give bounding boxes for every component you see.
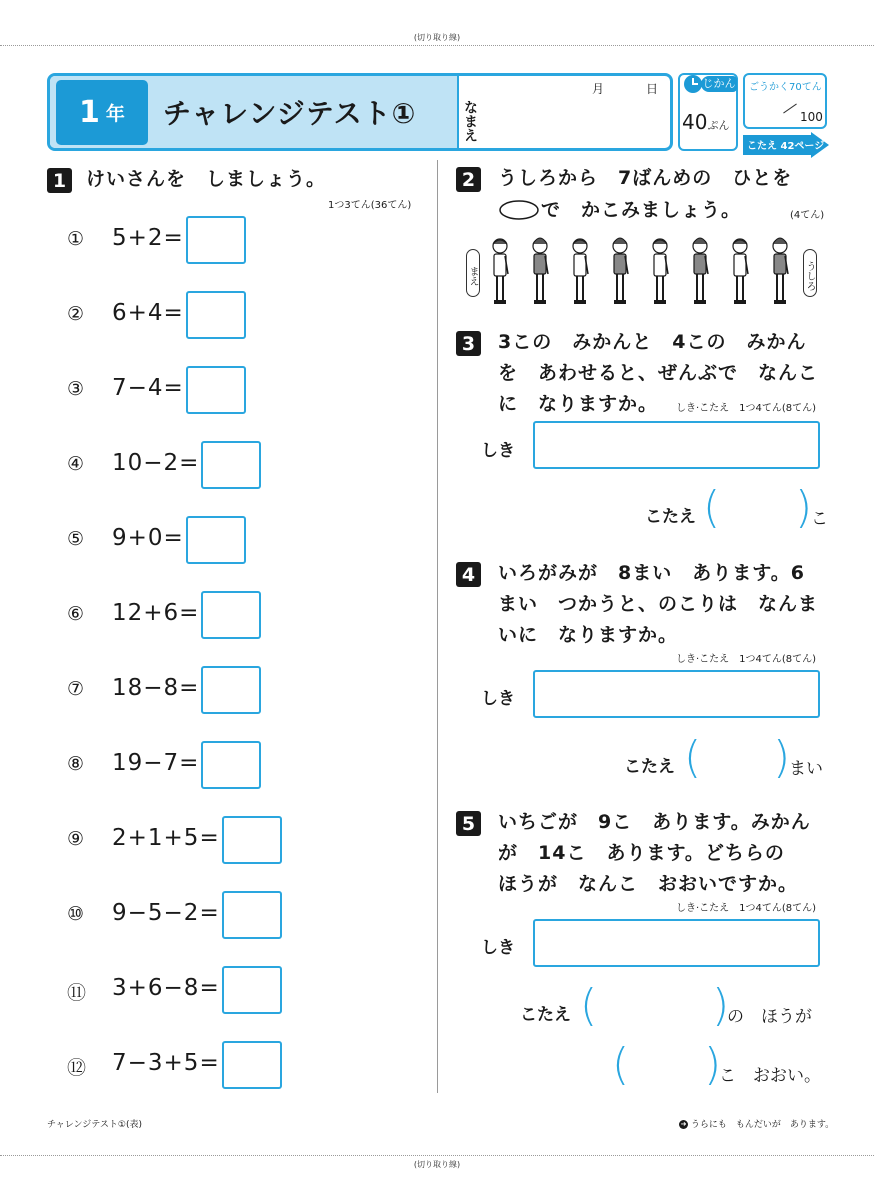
q1-problem-number: ⑫ <box>67 1057 87 1079</box>
child-figure[interactable] <box>733 239 748 304</box>
q1-problem-number: ② <box>67 303 85 325</box>
score-field[interactable] <box>746 96 780 124</box>
q3-shiki-box[interactable] <box>533 421 820 469</box>
q1-answer-box[interactable] <box>222 816 282 864</box>
q1-problem-number: ③ <box>67 378 85 400</box>
q4-badge: 4 <box>456 562 481 587</box>
q4-shiki-box[interactable] <box>533 670 820 718</box>
q5-kotae-label: こたえ <box>520 1005 571 1025</box>
q3-line2: を あわせると、ぜんぶで なんこ <box>498 362 819 384</box>
child-figure[interactable] <box>773 238 788 304</box>
q1-problem-expression: 19−7= <box>112 750 200 776</box>
q2-line2: で かこみましょう。 <box>541 199 742 221</box>
child-figure[interactable] <box>493 239 508 304</box>
front-label: まえ <box>466 249 480 297</box>
q3-answer-field[interactable] <box>720 488 794 532</box>
q1-problem-number: ⑨ <box>67 828 85 850</box>
q1-problem-expression: 6+4= <box>112 300 184 326</box>
q4-answer-field[interactable] <box>700 738 774 782</box>
q4-kotae-label: こたえ <box>624 757 675 777</box>
q1-answer-box[interactable] <box>201 441 261 489</box>
footer-right-text: うらにも もんだいが あります。 <box>690 1120 835 1130</box>
line-of-children <box>486 234 798 310</box>
time-unit: ぷん <box>707 119 730 132</box>
child-figure[interactable] <box>693 238 708 304</box>
q3-badge: 3 <box>456 331 481 356</box>
month-label: 月 <box>592 82 605 96</box>
footer-arrow-icon: ➜ <box>680 1120 687 1128</box>
q1-answer-box[interactable] <box>186 366 246 414</box>
q4-line3: いに なりますか。 <box>498 624 679 646</box>
q1-points: 1つ3てん(36てん) <box>328 200 412 211</box>
back-label: うしろ <box>803 249 817 297</box>
q3-shiki-label: しき <box>481 441 515 461</box>
q1-badge: 1 <box>47 168 72 193</box>
q5-shiki-label: しき <box>481 938 515 958</box>
clock-icon <box>683 74 703 94</box>
q2-line1: うしろから 7ばんめの ひとを <box>498 167 793 189</box>
q4-close-paren: ) <box>773 732 791 783</box>
q1-problem-number: ⑪ <box>67 982 87 1004</box>
child-figure[interactable] <box>653 239 668 304</box>
q3-points: しき·こたえ 1つ4てん(8てん) <box>676 403 817 414</box>
q1-problem-expression: 10−2= <box>112 450 200 476</box>
q5-badge: 5 <box>456 811 481 836</box>
score-total: 100 <box>800 110 823 124</box>
q1-answer-box[interactable] <box>201 666 261 714</box>
q4-line1: いろがみが 8まい あります。6 <box>498 562 805 584</box>
name-label: なまえ <box>462 100 478 142</box>
cut-line-bottom <box>0 1155 874 1156</box>
q4-open-paren: ( <box>684 732 702 783</box>
q1-problem-number: ① <box>67 228 85 250</box>
q5-unit2: こ おおい。 <box>719 1066 821 1086</box>
pass-label: ごうかく70てん <box>749 82 822 93</box>
q4-unit: まい <box>789 759 823 779</box>
q1-problem-number: ⑩ <box>67 903 85 925</box>
q1-problem-expression: 18−8= <box>112 675 200 701</box>
q5-close-paren-2: ) <box>704 1039 722 1090</box>
q5-line1: いちごが 9こ あります。みかん <box>498 811 811 833</box>
q1-answer-box[interactable] <box>201 741 261 789</box>
q3-line1: 3この みかんと 4この みかん <box>498 331 807 353</box>
answer-reference: こたえ 42ページ <box>747 141 825 152</box>
time-value-wrap <box>682 110 729 134</box>
q5-shiki-box[interactable] <box>533 919 820 967</box>
q1-answer-box[interactable] <box>186 291 246 339</box>
q1-answer-box[interactable] <box>222 891 282 939</box>
q1-answer-box[interactable] <box>186 216 246 264</box>
q1-problem-expression: 12+6= <box>112 600 200 626</box>
cut-line-label-top: (切り取り線) <box>413 33 461 42</box>
q4-line2: まい つかうと、のこりは なんま <box>498 593 819 615</box>
q1-problem-number: ⑥ <box>67 603 85 625</box>
q5-line2: が 14こ あります。どちらの <box>498 842 785 864</box>
grade-suffix: 年 <box>105 103 125 125</box>
q1-answer-box[interactable] <box>222 1041 282 1089</box>
q2-badge: 2 <box>456 167 481 192</box>
page-title: チャレンジテスト① <box>163 97 417 130</box>
q3-close-paren: ) <box>795 482 813 533</box>
q1-problem-expression: 9+0= <box>112 525 184 551</box>
q1-answer-box[interactable] <box>186 516 246 564</box>
q1-problem-number: ⑧ <box>67 753 85 775</box>
q4-shiki-label: しき <box>481 689 515 709</box>
day-label: 日 <box>646 82 659 96</box>
q5-close-paren-1: ) <box>712 980 730 1031</box>
child-figure[interactable] <box>573 239 588 304</box>
column-divider <box>437 160 438 1093</box>
name-field[interactable] <box>478 100 668 144</box>
q3-open-paren: ( <box>703 482 721 533</box>
cut-line-top <box>0 45 874 46</box>
child-figure[interactable] <box>533 238 548 304</box>
q1-instruction: けいさんを しましょう。 <box>86 168 327 190</box>
q5-open-paren-2: ( <box>612 1039 630 1090</box>
q1-problem-number: ⑦ <box>67 678 85 700</box>
q1-problem-expression: 7−4= <box>112 375 184 401</box>
q1-problem-number: ⑤ <box>67 528 85 550</box>
q1-problem-expression: 7−3+5= <box>112 1050 220 1076</box>
q5-points: しき·こたえ 1つ4てん(8てん) <box>676 903 817 914</box>
footer-left: チャレンジテスト①(表) <box>47 1120 143 1130</box>
time-value: 40 <box>682 110 708 134</box>
q3-line3: に なりますか。 <box>498 393 659 415</box>
q5-open-paren-1: ( <box>580 980 598 1031</box>
q1-problem-expression: 2+1+5= <box>112 825 220 851</box>
q1-answer-box[interactable] <box>201 591 261 639</box>
q1-problem-expression: 9−5−2= <box>112 900 220 926</box>
oval-icon <box>498 199 540 221</box>
q3-unit: こ <box>811 509 828 529</box>
q5-fruit-field[interactable] <box>596 986 712 1030</box>
q1-problem-expression: 3+6−8= <box>112 975 220 1001</box>
grade-badge <box>56 80 148 145</box>
q3-kotae-label: こたえ <box>645 507 696 527</box>
grade-number: 1 <box>79 95 100 130</box>
q1-problem-number: ④ <box>67 453 85 475</box>
cut-line-label-bottom: (切り取り線) <box>413 1160 461 1169</box>
q5-count-field[interactable] <box>628 1045 704 1089</box>
child-figure[interactable] <box>613 238 628 304</box>
name-divider <box>457 76 459 148</box>
q2-points: (4てん) <box>790 210 825 221</box>
footer-right <box>679 1117 834 1130</box>
q4-points: しき·こたえ 1つ4てん(8てん) <box>676 654 817 665</box>
q1-answer-box[interactable] <box>222 966 282 1014</box>
q5-line3: ほうが なんこ おおいですか。 <box>498 873 799 895</box>
q1-problem-expression: 5+2= <box>112 225 184 251</box>
time-label: じかん <box>702 77 736 90</box>
q5-unit1: の ほうが <box>727 1007 812 1027</box>
